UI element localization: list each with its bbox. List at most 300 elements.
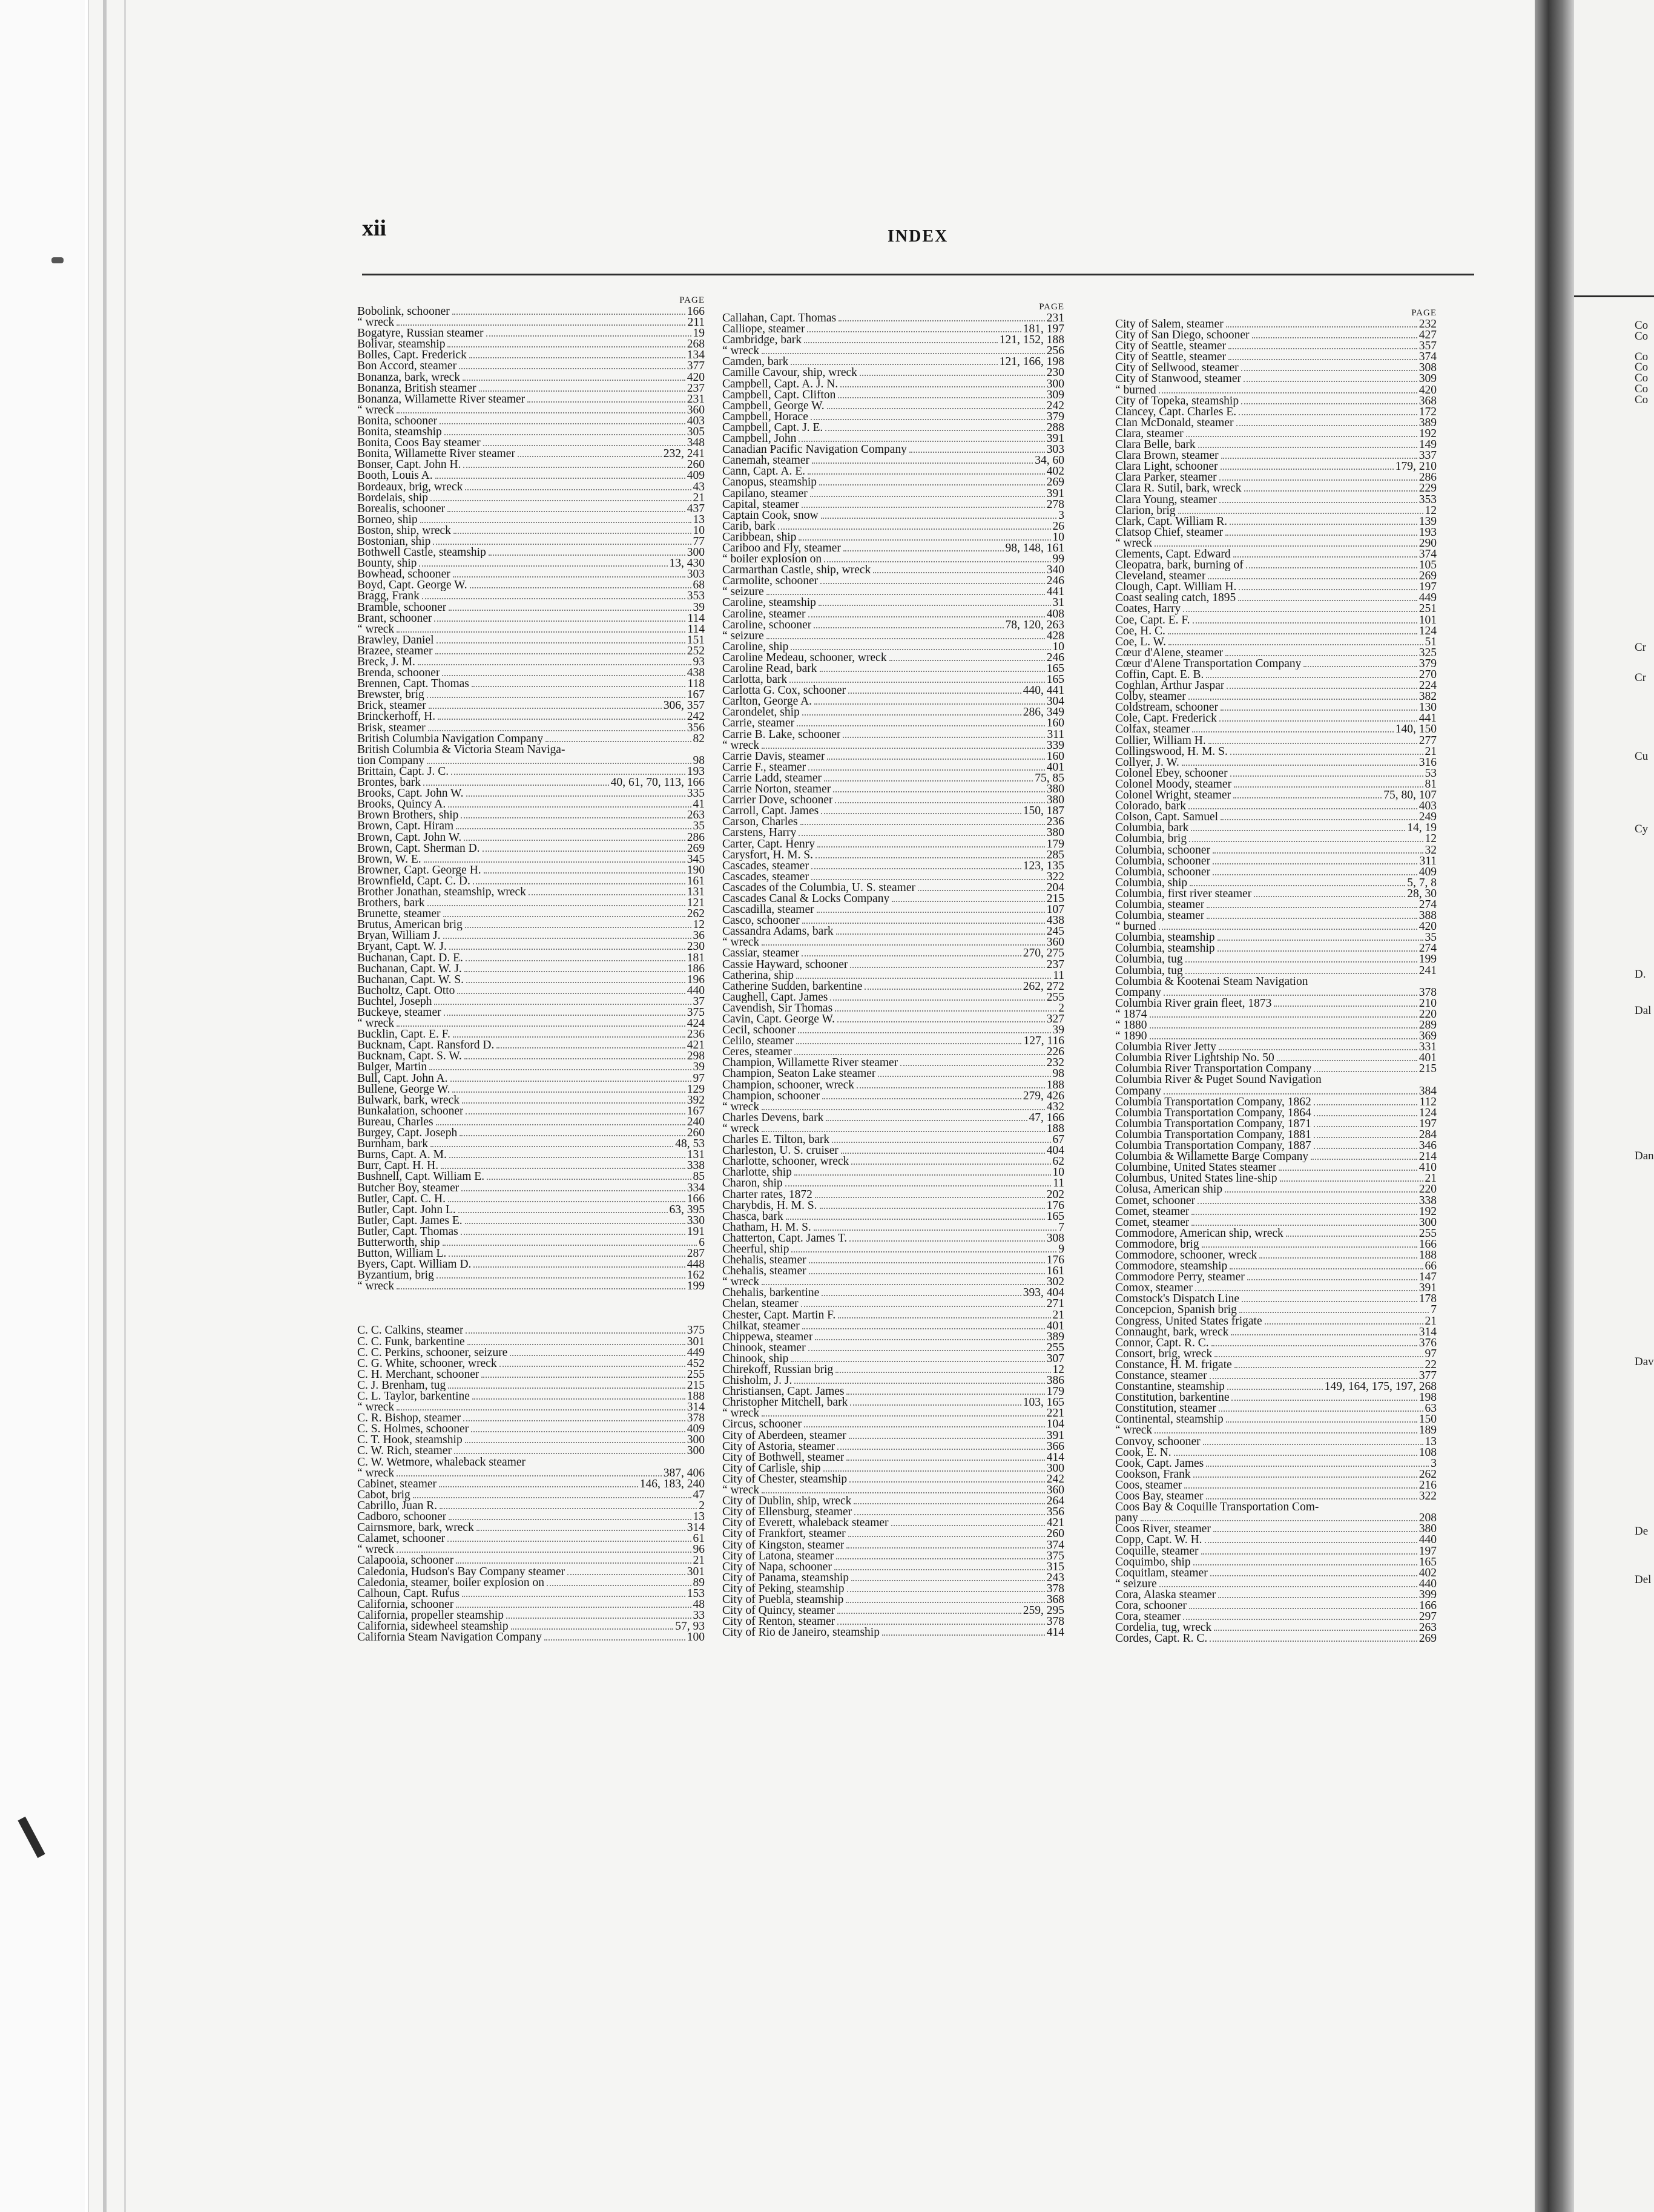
entry-page-refs: 75, 85 — [1035, 772, 1064, 785]
index-entry — [357, 482, 705, 493]
entry-title: Campbell, Capt. J. E. — [722, 422, 823, 434]
leader-dots — [799, 835, 1044, 836]
entry-title: Brazee, steamer — [357, 645, 433, 657]
entry-title: Cleopatra, bark, burning of — [1115, 560, 1244, 571]
leader-dots — [809, 1262, 1045, 1263]
index-entry — [357, 1578, 705, 1588]
leader-dots — [453, 533, 691, 534]
leader-dots — [397, 1552, 691, 1553]
index-entries — [357, 306, 705, 1643]
entry-title: Constitution, barkentine — [1115, 1392, 1230, 1404]
entry-page-refs: 26 — [1052, 521, 1064, 532]
leader-dots — [1217, 940, 1423, 941]
index-entry — [722, 1354, 1064, 1364]
entry-page-refs: 377 — [687, 361, 705, 372]
entry-page-refs: 300 — [1046, 378, 1064, 390]
entry-page-refs: 31 — [1052, 597, 1064, 609]
adjacent-page-fragment: Co — [1635, 361, 1649, 374]
index-entry — [357, 591, 705, 602]
entry-page-refs: 139 — [1418, 516, 1437, 527]
entry-page-refs: 330 — [687, 1215, 705, 1226]
entry-page-refs: 2 — [1058, 1002, 1064, 1014]
entry-title: Christopher Mitchell, bark — [722, 1397, 848, 1409]
entry-title: Caughell, Capt. James — [722, 992, 828, 1003]
leader-dots — [824, 561, 1050, 562]
entry-page-refs: 286, 349 — [1023, 707, 1064, 719]
entry-title: C. C. Funk, barkentine — [357, 1336, 465, 1348]
entry-title: C. H. Merchant, schooner — [357, 1369, 479, 1380]
entry-page-refs: 160 — [1046, 751, 1064, 762]
leader-dots — [1214, 1630, 1417, 1631]
entry-page-refs: 179 — [1046, 838, 1064, 850]
leader-dots — [448, 1201, 685, 1202]
entry-title: Carlotta G. Cox, schooner — [722, 685, 846, 697]
leader-dots — [463, 1420, 685, 1421]
entry-title: Copp, Capt. W. H. — [1115, 1535, 1202, 1546]
index-entry — [722, 554, 1064, 565]
entry-title: Columbia & Willamette Barge Company — [1115, 1151, 1309, 1163]
entry-page-refs: 97 — [1425, 1348, 1437, 1360]
leader-dots — [1219, 502, 1417, 503]
entry-title: Brittain, Capt. J. C. — [357, 766, 449, 778]
index-column-1 — [357, 296, 705, 1643]
leader-dots — [810, 496, 1045, 497]
entry-page-refs: 290 — [1418, 538, 1437, 549]
entry-page-refs: 399 — [1418, 1589, 1437, 1601]
index-entry — [722, 576, 1064, 587]
index-entry — [357, 1501, 705, 1512]
entry-title: Butler, Capt. John L. — [357, 1204, 456, 1216]
index-entry — [722, 1102, 1064, 1113]
index-entry — [357, 1435, 705, 1446]
entry-title: Cordes, Capt. R. C. — [1115, 1633, 1208, 1645]
index-entry — [357, 711, 705, 722]
leader-dots — [433, 544, 691, 545]
entry-page-refs: 166 — [687, 306, 705, 318]
index-entry — [357, 1150, 705, 1160]
entry-title: Carrie B. Lake, schooner — [722, 729, 841, 740]
index-entry — [357, 996, 705, 1007]
index-entry — [1115, 878, 1437, 889]
leader-dots — [1221, 458, 1417, 459]
entry-title: pany — [1115, 1513, 1138, 1524]
leader-dots — [1206, 677, 1417, 678]
leader-dots — [466, 960, 685, 961]
leader-dots — [437, 1277, 685, 1279]
entry-page-refs: 401 — [1046, 762, 1064, 773]
index-entry — [357, 854, 705, 865]
index-entry — [357, 766, 705, 777]
leader-dots — [826, 1120, 1027, 1121]
index-entry — [357, 361, 705, 372]
entry-title: Carlton, George A. — [722, 696, 812, 708]
index-entry — [722, 1463, 1064, 1474]
leader-dots — [397, 1025, 685, 1027]
index-entry — [1115, 921, 1437, 932]
index-entry — [722, 861, 1064, 872]
entry-page-refs: 188 — [1046, 1123, 1064, 1135]
entry-title: Brown, W. E. — [357, 854, 421, 865]
entry-title: Coos Bay, steamer — [1115, 1491, 1204, 1503]
leader-dots — [567, 1574, 685, 1575]
index-entry — [357, 1380, 705, 1391]
entry-page-refs: 440 — [1418, 1578, 1437, 1590]
entry-page-refs: 311 — [1047, 729, 1064, 740]
index-entries — [1115, 319, 1437, 1644]
entry-page-refs: 236 — [1046, 817, 1064, 828]
entry-title: Constance, steamer — [1115, 1371, 1207, 1382]
entry-title: Champion, schooner — [722, 1090, 820, 1102]
index-entry — [722, 1211, 1064, 1222]
leader-dots — [794, 1054, 1045, 1055]
entry-title: Butler, Capt. C. H. — [357, 1193, 446, 1205]
index-entry — [357, 799, 705, 810]
entry-page-refs: 34, 60 — [1035, 455, 1064, 467]
leader-dots — [1230, 775, 1423, 777]
leader-dots — [1259, 1257, 1417, 1259]
entry-title: Carlotta, bark — [722, 674, 788, 686]
index-entry — [357, 1171, 705, 1182]
entry-title: Capilano, steamer — [722, 488, 808, 499]
entry-page-refs: 262, 272 — [1023, 981, 1064, 992]
entry-page-refs: 121 — [687, 898, 705, 909]
leader-dots — [1198, 1203, 1417, 1204]
leader-dots — [808, 616, 1045, 617]
entry-title: City of Astoria, steamer — [722, 1441, 835, 1452]
entry-page-refs: 192 — [1418, 428, 1437, 440]
index-entry — [357, 1248, 705, 1259]
entry-page-refs: 43 — [693, 481, 705, 493]
entry-title: Camille Cavour, ship, wreck — [722, 367, 857, 379]
entry-title: “ boiler explosion on — [722, 554, 822, 565]
entry-page-refs: 161 — [687, 875, 705, 887]
leader-dots — [462, 1102, 685, 1104]
entry-title: Casco, schooner — [722, 915, 800, 927]
index-entry — [722, 1178, 1064, 1189]
entry-page-refs: 12 — [693, 920, 705, 931]
index-entry — [722, 751, 1064, 762]
index-entry — [1115, 812, 1437, 823]
leader-dots — [807, 331, 1021, 332]
adjacent-page — [1574, 0, 1654, 2212]
index-entry — [357, 569, 705, 580]
leader-dots — [1168, 633, 1417, 634]
leader-dots — [891, 1525, 1045, 1526]
leader-dots — [1188, 808, 1417, 809]
entry-page-refs: 300 — [1046, 1463, 1064, 1474]
entry-page-refs: 220 — [1418, 1184, 1437, 1196]
index-entry — [1115, 352, 1437, 363]
leader-dots — [430, 1146, 673, 1147]
leader-dots — [449, 949, 685, 950]
entry-title: “ seizure — [722, 630, 764, 642]
index-entry — [722, 1474, 1064, 1485]
leader-dots — [428, 730, 685, 731]
leader-dots — [453, 576, 685, 578]
entry-page-refs: 339 — [1046, 740, 1064, 751]
index-entry — [357, 723, 705, 734]
adjacent-page-fragment: Co — [1635, 351, 1649, 363]
entry-page-refs: 391 — [1046, 488, 1064, 499]
entry-title: Cora, schooner — [1115, 1600, 1187, 1612]
leader-dots — [835, 1010, 1056, 1012]
entry-title: “ seizure — [722, 587, 764, 598]
leader-dots — [1244, 490, 1417, 492]
entry-title: “ wreck — [357, 1018, 395, 1030]
entry-title: Colonel Wright, steamer — [1115, 790, 1231, 802]
index-entry — [722, 324, 1064, 335]
index-entry — [357, 1632, 705, 1643]
entry-title: Cabinet, steamer — [357, 1478, 437, 1490]
leader-dots — [484, 872, 685, 874]
index-entry — [357, 1369, 705, 1380]
index-entry — [722, 1605, 1064, 1616]
index-entry — [722, 433, 1064, 444]
entry-page-refs: 150 — [1418, 1414, 1437, 1426]
entry-title: Calapooia, schooner — [357, 1555, 454, 1567]
entry-page-refs: 9 — [1058, 1243, 1064, 1256]
entry-title: Buchanan, Capt. W. J. — [357, 963, 462, 975]
index-entry — [1115, 1283, 1437, 1294]
leader-dots — [814, 703, 1045, 705]
index-entry — [357, 755, 705, 766]
entry-title: Byzantium, brig — [357, 1270, 434, 1282]
leader-dots — [1201, 1553, 1417, 1555]
entry-title: Cascades Canal & Locks Company — [722, 893, 890, 905]
entry-page-refs: 146, 183, 240 — [639, 1478, 705, 1490]
entry-title: Charlotte, ship — [722, 1167, 792, 1179]
entry-page-refs: 232 — [1046, 1058, 1064, 1069]
leader-dots — [799, 441, 1044, 442]
leader-dots — [464, 840, 685, 841]
adjacent-page-fragment: Co — [1635, 393, 1649, 406]
entry-page-refs: 204 — [1046, 882, 1064, 894]
leader-dots — [444, 434, 685, 435]
index-entry — [357, 624, 705, 635]
leader-dots — [1208, 743, 1417, 744]
index-entry — [722, 379, 1064, 390]
leader-dots — [1150, 1038, 1417, 1039]
leader-dots — [1189, 841, 1423, 842]
entry-page-refs: 131 — [687, 1150, 705, 1161]
leader-dots — [762, 1131, 1045, 1132]
index-entry — [357, 734, 705, 745]
entry-page-refs: 189 — [1418, 1425, 1437, 1437]
leader-dots — [1239, 1312, 1429, 1313]
entry-page-refs: 124 — [1418, 625, 1437, 637]
entry-page-refs: 392 — [687, 1094, 705, 1106]
entry-page-refs: 314 — [687, 1402, 705, 1414]
entry-page-refs: 314 — [1418, 1326, 1437, 1338]
entry-title: C. L. Taylor, barkentine — [357, 1391, 470, 1403]
entry-title: Bowhead, schooner — [357, 569, 450, 581]
leader-dots — [841, 1153, 1045, 1154]
leader-dots — [1141, 1520, 1417, 1521]
entry-title: Bucholtz, Capt. Otto — [357, 985, 455, 996]
index-entry — [357, 1544, 705, 1555]
index-entry — [722, 1310, 1064, 1321]
leader-dots — [1254, 896, 1405, 897]
entry-title: Columbia, steamer — [1115, 910, 1205, 922]
index-entry — [1115, 582, 1437, 593]
entry-page-refs: 13 — [1425, 1436, 1437, 1447]
entry-title: Columbine, United States steamer — [1115, 1162, 1277, 1174]
leader-dots — [1279, 1170, 1417, 1171]
entry-title: Brick, steamer — [357, 700, 426, 712]
entry-page-refs: 12 — [1425, 834, 1437, 845]
leader-dots — [785, 1185, 1052, 1187]
entry-title: Christiansen, Capt. James — [722, 1386, 845, 1398]
leader-dots — [397, 1288, 685, 1289]
leader-dots — [850, 1404, 1021, 1406]
entry-title: Columbia, steamship — [1115, 943, 1215, 955]
index-entry — [1115, 1097, 1437, 1108]
entry-page-refs: 409 — [1418, 866, 1437, 878]
leader-dots — [1236, 425, 1417, 426]
entry-page-refs: 271 — [1046, 1299, 1064, 1310]
entry-page-refs: 251 — [1418, 604, 1437, 615]
entry-title: “ wreck — [1115, 1425, 1153, 1437]
entry-title: Cabrillo, Juan R. — [357, 1500, 438, 1512]
entry-title: Commodore, steamship — [1115, 1261, 1228, 1272]
index-entry — [1115, 363, 1437, 374]
index-entry — [357, 1040, 705, 1051]
entry-title: Buchtel, Joseph — [357, 996, 432, 1007]
index-entry — [1115, 593, 1437, 604]
leader-dots — [802, 714, 1021, 716]
leader-dots — [791, 649, 1050, 650]
index-entry — [1115, 549, 1437, 560]
adjacent-page-fragment: Cr — [1635, 641, 1646, 654]
leader-dots — [1252, 337, 1417, 338]
leader-dots — [1207, 918, 1417, 919]
entry-title: Cambridge, bark — [722, 335, 802, 346]
leader-dots — [1205, 1542, 1417, 1543]
entry-title: C. C. Perkins, schooner, seizure — [357, 1347, 508, 1358]
entry-page-refs: 21 — [1425, 1315, 1437, 1327]
leader-dots — [1193, 1476, 1417, 1478]
index-entry — [722, 981, 1064, 992]
entry-page-refs: 181, 197 — [1023, 324, 1064, 335]
entry-page-refs: 149 — [1418, 439, 1437, 451]
entry-title: Brennen, Capt. Thomas — [357, 679, 469, 690]
entry-page-refs: 375 — [687, 1007, 705, 1019]
leader-dots — [427, 763, 691, 764]
leader-dots — [461, 817, 685, 818]
entry-title: Company — [1115, 1085, 1161, 1097]
entry-page-refs: 10 — [1052, 532, 1064, 543]
index-entry — [722, 543, 1064, 554]
entry-title: Bushnell, Capt. William E. — [357, 1171, 485, 1183]
entry-title: Burns, Capt. A. M. — [357, 1150, 447, 1161]
leader-dots — [1314, 1115, 1417, 1116]
index-entry — [1115, 1611, 1437, 1622]
index-entry — [722, 992, 1064, 1003]
leader-dots — [889, 660, 1045, 661]
leader-dots — [830, 999, 1044, 1001]
entry-title: Caribbean, ship — [722, 532, 797, 543]
leader-dots — [1150, 1027, 1417, 1029]
leader-dots — [1238, 600, 1417, 601]
entry-page-refs: 303 — [687, 569, 705, 581]
entry-title: Brownfield, Capt. C. D. — [357, 875, 470, 887]
entry-title: “ wreck — [722, 937, 760, 949]
index-entry — [722, 926, 1064, 937]
leader-dots — [461, 1234, 685, 1235]
entry-title: Coast sealing catch, 1895 — [1115, 593, 1236, 604]
entry-page-refs: 366 — [1046, 1441, 1064, 1452]
entry-title: Bonanza, British steamer — [357, 383, 476, 394]
leader-dots — [808, 769, 1045, 771]
entry-page-refs: 176 — [1046, 1255, 1064, 1266]
index-entry — [1115, 1458, 1437, 1469]
leader-dots — [472, 686, 686, 687]
entry-title: Concepcion, Spanish brig — [1115, 1305, 1237, 1316]
index-entry — [722, 685, 1064, 696]
entry-title: Byers, Capt. William D. — [357, 1259, 472, 1271]
entry-page-refs: 404 — [1046, 1145, 1064, 1157]
entry-title: Caledonia, steamer, boiler explosion on — [357, 1577, 544, 1588]
entry-title: Bobolink, schooner — [357, 306, 450, 318]
entry-title: Coos Bay & Coquille Transportation Com- — [1115, 1502, 1319, 1513]
entry-title: Carroll, Capt. James — [722, 806, 819, 817]
leader-dots — [1226, 1421, 1417, 1423]
entry-page-refs: 389 — [1418, 417, 1437, 429]
leader-dots — [1221, 819, 1417, 820]
entry-page-refs: 360 — [1046, 1485, 1064, 1496]
entry-page-refs: 236 — [687, 1029, 705, 1041]
leader-dots — [447, 511, 685, 512]
entry-page-refs: 81 — [1425, 778, 1437, 791]
entry-title: Commodore, schooner, wreck — [1115, 1249, 1257, 1262]
entry-page-refs: 300 — [687, 547, 705, 559]
index-entry — [722, 960, 1064, 970]
leader-dots — [791, 364, 997, 365]
entry-page-refs: 327 — [1046, 1014, 1064, 1025]
leader-dots — [1277, 1060, 1417, 1061]
entry-page-refs: 269 — [1418, 1633, 1437, 1645]
entry-page-refs: 47 — [693, 1489, 705, 1501]
entry-title: Bureau, Charles — [357, 1116, 433, 1128]
entry-title: Buchanan, Capt. D. E. — [357, 952, 463, 964]
index-entry — [722, 1397, 1064, 1408]
leader-dots — [854, 1503, 1044, 1504]
entry-title: “ wreck — [722, 1123, 760, 1135]
entry-title: Cassandra Adams, bark — [722, 926, 834, 938]
index-entry — [1115, 1228, 1437, 1239]
entry-title: Bucknam, Capt. S. W. — [357, 1051, 462, 1062]
index-entry — [357, 1205, 705, 1216]
entry-title: Cole, Capt. Frederick — [1115, 713, 1217, 725]
leader-dots — [811, 419, 1045, 420]
entry-page-refs: 21 — [1425, 746, 1437, 757]
leader-dots — [443, 938, 691, 939]
leader-dots — [1286, 1236, 1417, 1237]
entry-title: Columbia Transportation Company, 1862 — [1115, 1096, 1311, 1108]
entry-page-refs: 114 — [687, 624, 705, 635]
index-entry — [357, 394, 705, 405]
index-entry — [357, 1325, 705, 1336]
index-entry — [357, 1402, 705, 1413]
index-entry — [1115, 418, 1437, 429]
leader-dots — [471, 1431, 685, 1432]
index-entry — [1115, 1217, 1437, 1228]
entry-title: Carrie Ladd, steamer — [722, 772, 822, 785]
entry-title: Circus, schooner — [722, 1419, 802, 1430]
index-entry — [1115, 680, 1437, 691]
entry-title: Columbia Transportation Company, 1864 — [1115, 1107, 1311, 1119]
leader-dots — [820, 1208, 1045, 1209]
